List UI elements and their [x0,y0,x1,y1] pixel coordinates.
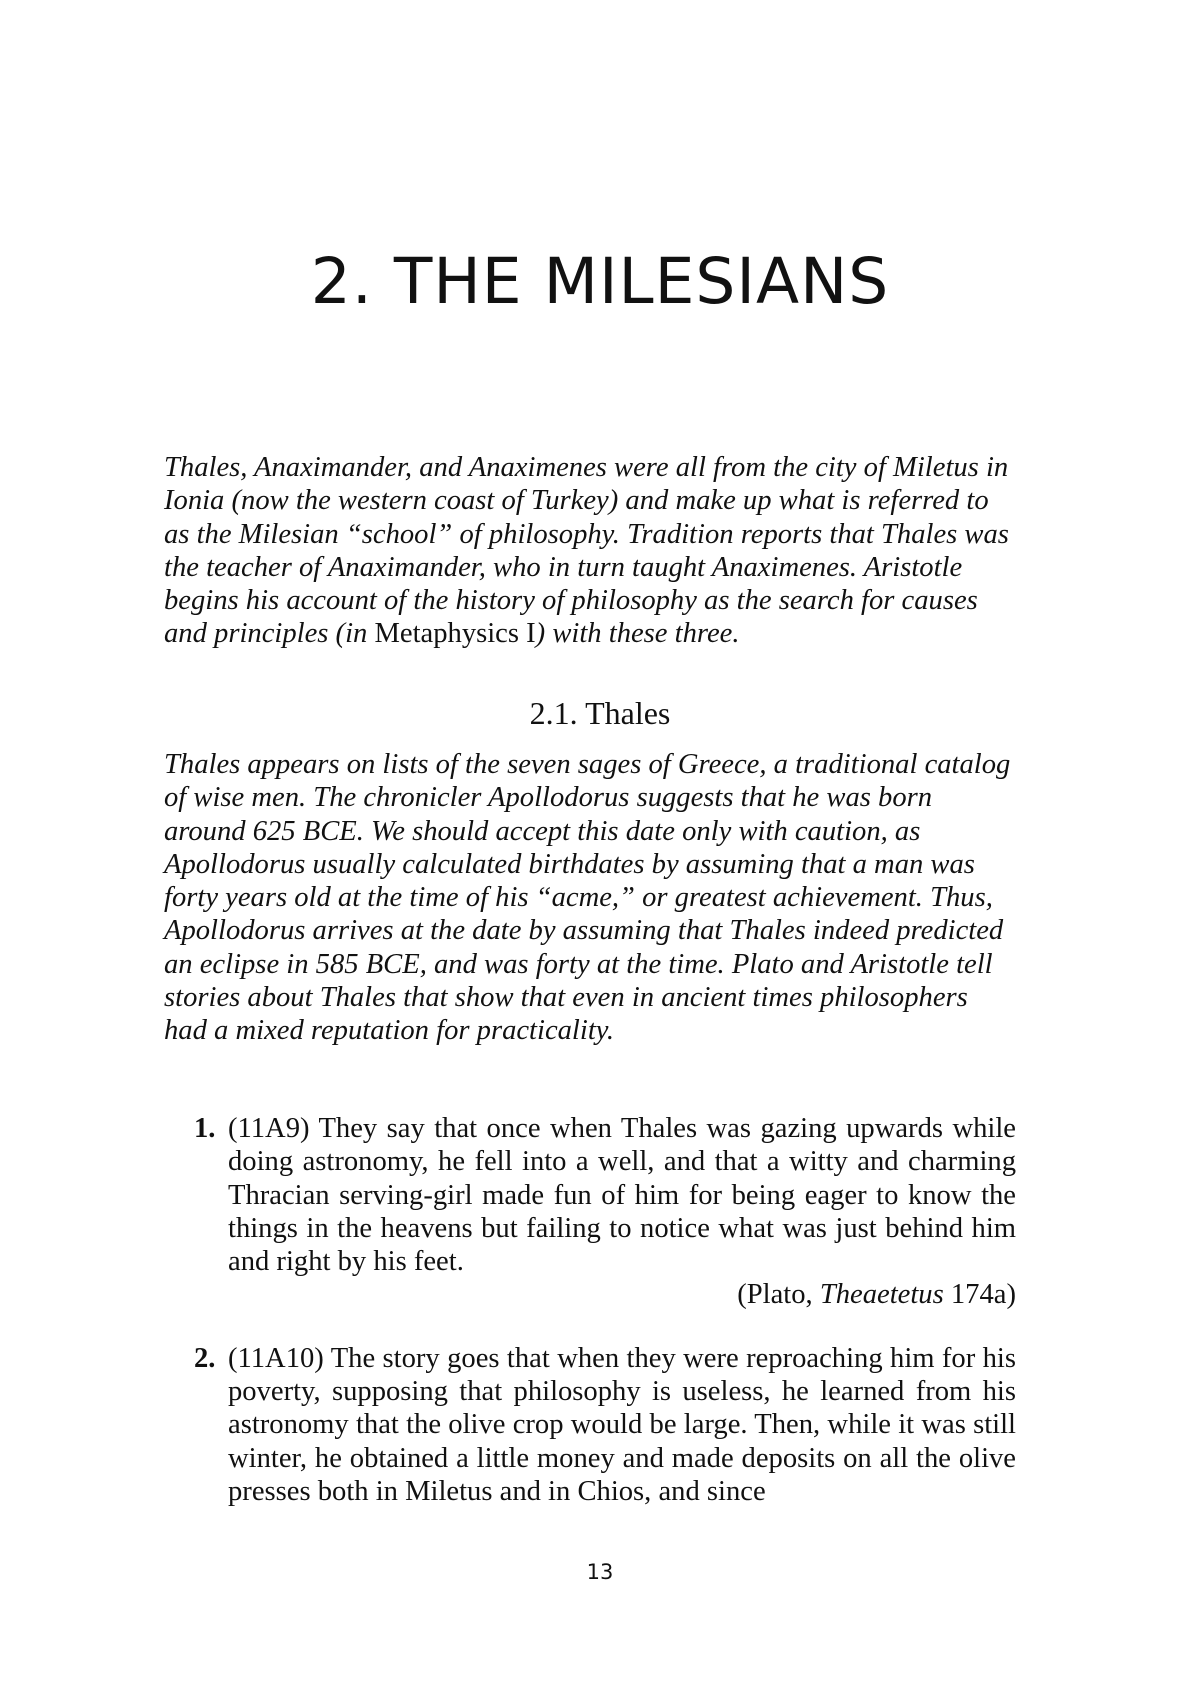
passage-list [164,1112,1016,1538]
page-number: 13 [586,1560,614,1584]
chapter-intro [164,451,1016,651]
passage-citation [228,1278,1016,1311]
passage-number: 2. [194,1342,216,1374]
passage-item [164,1342,1016,1508]
section-heading: 2.1. Thales [529,695,671,731]
passage-number: 1. [194,1113,216,1144]
passage-item [164,1112,1016,1312]
passage-text: (11A10) The story goes that when they were reproaching him for his poverty, supposing that philosophy is useless, he learned from his astronomy that the olive crop would be large. Then, while it was still winter, he obtained a little money and made deposits on all the olive presses both in Miletus and in Chios, and since [228,1342,1016,1507]
intro-work-title: Metaphysics I [374,618,536,650]
passage-text: (11A9) They say that once when Thales was gazing upwards while doing astronomy, he fell into a well, and that a witty and charming Thracian serving-girl made fun of him for being eager to know the things in the heavens but failing to notice what was just behind him and right by his feet. [228,1113,1016,1278]
citation-close: 174a) [943,1279,1016,1311]
citation-work: Theaetetus [819,1279,944,1311]
intro-text-start: Thales, Anaximander, and Anaximenes were all from the city of Miletus in Ionia (now the western coast of Turkey) and make up what is referred to as the Milesian “school” of philosophy. Tradition reports that Thales was the teacher of Anaximander, who in turn taught Anaximenes. Aristotle begins his account of the history of philosophy as the search for causes and principles (in [164,452,1009,650]
citation-open: (Plato, [737,1279,820,1311]
chapter-title: 2. THE MILESIANS [310,245,890,318]
intro-text-end: ) with these three. [535,618,740,650]
section-intro: Thales appears on lists of the seven sages of Greece, a traditional catalog of wise men. The chronicler Apollodorus suggests that he was born around 625 BCE. We should accept this date only with caution, as Apollodorus usually calculated birthdates by assuming that a man was forty years old at the time of his “acme,” or greatest achievement. Thus, Apollodorus arrives at the date by assuming that Thales indeed predicted an eclipse in 585 BCE, and was forty at the time. Plato and Aristotle tell stories about Thales that show that even in ancient times philosophers had a mixed reputation for practicality. [164,749,1011,1047]
